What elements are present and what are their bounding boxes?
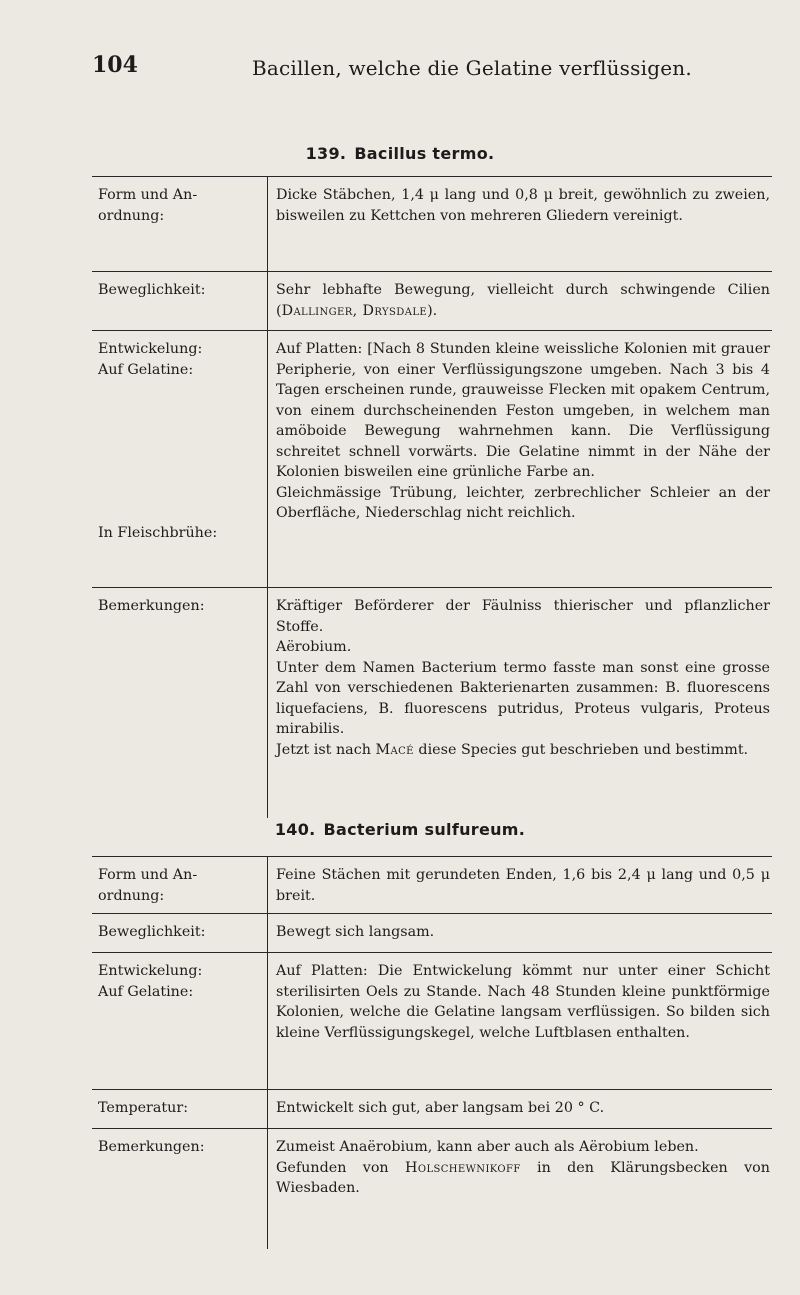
row-description [276, 185, 770, 226]
table-row-form [92, 856, 772, 913]
row-description [276, 339, 770, 524]
author-names: Macé [375, 741, 414, 758]
section-heading-139 [0, 144, 800, 163]
table-row-bemerkungen [92, 1128, 772, 1249]
column-divider [267, 953, 268, 1089]
table-row-entwickelung [92, 330, 772, 587]
description-text: Sehr lebhafte Bewegung, vielleicht durch schwingende Cilien ( [276, 282, 770, 319]
row-description [276, 961, 770, 1043]
column-divider [267, 914, 268, 952]
row-description [276, 865, 770, 906]
description-paragraph: Auf Platten: [Nach 8 Stunden kleine weissliche Kolonien mit grauer Peripherie, von einer Verflüssigungszone umgeben. Nach 3 bis 4 Tagen erscheinen runde, grauweisse Flecken mit opakem Centrum, von einem durchscheinenden Feston umgeben, in welchem man amöboide Bewegung wahrnehmen kann. Die Verflüssigung schreitet schnell vorwärts. Die Gelatine nimmt in der Nähe der Kolonien bisweilen eine grünliche Farbe an. [276, 341, 770, 480]
column-divider [267, 857, 268, 913]
row-label [98, 339, 256, 380]
table-row-bemerkungen [92, 587, 772, 818]
running-head [92, 52, 772, 92]
description-paragraph: Feine Stächen mit gerundeten Enden, 1,6 bis 2,4 μ lang und 0,5 μ breit. [276, 867, 770, 904]
author-names: Holschewnikoff [404, 1159, 521, 1176]
description-paragraph [276, 1158, 770, 1199]
description-paragraph: Auf Platten: Die Entwickelung kömmt nur unter einer Schicht sterilisirten Oels zu Stande. Nach 48 Stunden kleine punktförmige Kolonien, welche die Gelatine langsam verflüssigen. So bilden sich kleine Verflüssigungskegel, welche Luftblasen enthalten. [276, 963, 770, 1041]
row-label: Temperatur: [98, 1100, 189, 1116]
description-text-end: diese Species gut beschrieben und bestimmt. [413, 741, 749, 758]
description-paragraph: Kräftiger Beförderer der Fäulniss thierischer und pflanzlicher Stoffe. [276, 598, 770, 635]
row-description [276, 280, 770, 321]
label-main: Entwickelung: [98, 963, 203, 979]
column-divider [267, 588, 268, 818]
description-paragraph: Dicke Stäbchen, 1,4 μ lang und 0,8 μ breit, gewöhnlich zu zweien, bisweilen zu Kettchen von mehreren Gliedern vereinigt. [276, 187, 770, 224]
description-text: Jetzt ist nach [276, 741, 376, 758]
table-row-beweglichkeit [92, 271, 772, 330]
description-paragraph [276, 740, 770, 761]
spec-table-bacillus-termo [92, 176, 772, 818]
label-sub: Auf Gelatine: [98, 361, 194, 378]
section-number: 140. [274, 820, 316, 839]
row-label-fleischbruehe: In Fleischbrühe: [98, 525, 218, 541]
section-heading-140 [0, 820, 800, 839]
table-row-temperatur [92, 1089, 772, 1128]
spec-table-bacterium-sulfureum [92, 856, 772, 1249]
section-name: Bacillus termo. [354, 144, 495, 163]
running-title: Bacillen, welche die Gelatine verflüssigen. [252, 56, 692, 80]
description-paragraph: Entwickelt sich gut, aber langsam bei 20 ° C. [276, 1100, 605, 1116]
table-row-beweglichkeit [92, 913, 772, 952]
row-description [276, 922, 770, 943]
row-label: Beweglichkeit: [98, 924, 206, 940]
row-label: Bemerkungen: [98, 598, 205, 614]
author-names: Dallinger, Drysdale [281, 302, 428, 319]
table-row-form [92, 176, 772, 271]
column-divider [267, 177, 268, 271]
row-label: Bemerkungen: [98, 1139, 205, 1155]
description-paragraph: Zumeist Anaërobium, kann aber auch als Aërobium leben. [276, 1139, 699, 1155]
label-main: Entwickelung: [98, 341, 203, 357]
description-text-end: in den Klärungsbecken von Wiesbaden. [276, 1159, 770, 1196]
section-number: 139. [305, 144, 347, 163]
description-paragraph: Gleichmässige Trübung, leichter, zerbrechlicher Schleier an der Oberfläche, Niederschlag nicht reichlich. [276, 484, 770, 521]
description-text: Gefunden von [276, 1159, 405, 1176]
description-paragraph: Aërobium. [276, 639, 352, 655]
row-description [276, 1137, 770, 1199]
description-paragraph: Unter dem Namen Bacterium termo fasste man sonst eine grosse Zahl von verschiedenen Bakterienarten zusammen: B. fluorescens liquefaciens, B. fluorescens putridus, Proteus vulgaris, Proteus mirabilis. [276, 659, 770, 737]
page-number: 104 [92, 52, 138, 78]
column-divider [267, 1129, 268, 1249]
row-label: Beweglichkeit: [98, 282, 206, 298]
label-sub: Auf Gelatine: [98, 983, 194, 1000]
section-name: Bacterium sulfureum. [323, 820, 526, 839]
column-divider [267, 272, 268, 330]
description-paragraph: Bewegt sich langsam. [276, 924, 435, 940]
table-row-entwickelung [92, 952, 772, 1089]
row-description [276, 1098, 770, 1119]
column-divider [267, 331, 268, 587]
description-text-end: ). [427, 302, 438, 319]
column-divider [267, 1090, 268, 1128]
row-label: Form und An-ordnung: [98, 187, 198, 224]
row-description [276, 596, 770, 760]
row-label: Form und An-ordnung: [98, 867, 198, 904]
row-label [98, 961, 256, 1002]
